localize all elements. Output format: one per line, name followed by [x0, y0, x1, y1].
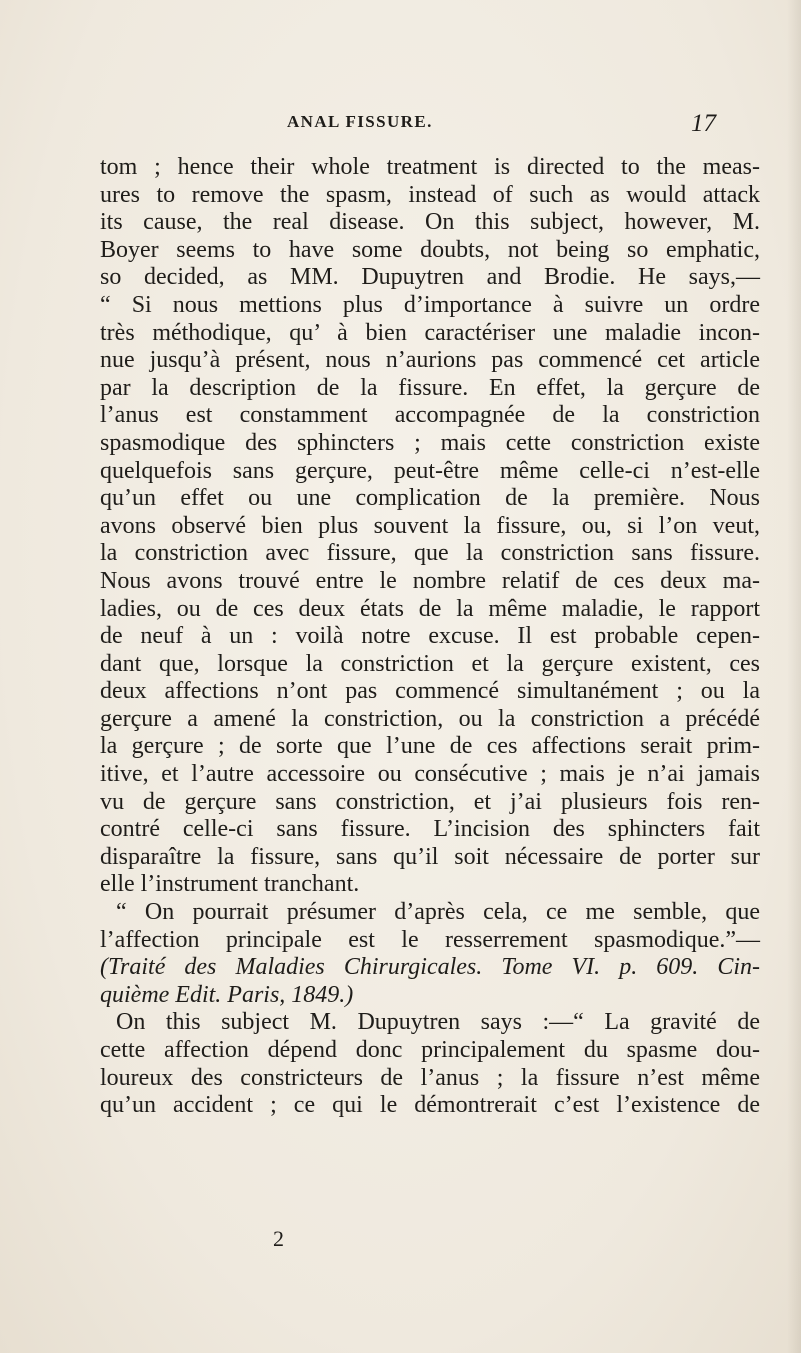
text-line: so decided, as MM. Dupuytren and Brodie. He says,— — [100, 264, 760, 291]
text-line: deux affections n’ont pas commencé simultanément ; ou la — [100, 678, 760, 705]
citation-line: quième Edit. Paris, 1849.) — [100, 981, 354, 1008]
text-line: tom ; hence their whole treatment is directed to the meas- — [100, 154, 760, 180]
text-line: its cause, the real disease. On this subject, however, M. — [100, 209, 760, 236]
text-line: Boyer seems to have some doubts, not being so emphatic, — [100, 236, 760, 263]
text-line: de neuf à un : voilà notre excuse. Il est probable cepen- — [100, 623, 760, 650]
text-line: spasmodique des sphincters ; mais cette constriction existe — [100, 429, 760, 456]
page-header — [100, 112, 740, 142]
text-line: par la description de la fissure. En effet, la gerçure de — [100, 374, 760, 401]
text-line: dant que, lorsque la constriction et la gerçure existent, ces — [100, 650, 760, 677]
text-line: elle l’instrument tranchant. — [100, 871, 360, 898]
text-line: qu’un accident ; ce qui le démontrerait c’est l’existence de — [100, 1092, 760, 1119]
text-line: qu’un effet ou une complication de la première. Nous — [100, 485, 760, 512]
citation-line: (Traité des Maladies Chirurgicales. Tome VI. p. 609. Cin- — [100, 954, 760, 981]
text-line: quelquefois sans gerçure, peut-être même celle-ci n’est-elle — [100, 457, 760, 484]
text-line: l’anus est constamment accompagnée de la constriction — [100, 402, 760, 429]
text-line: itive, et l’autre accessoire ou consécutive ; mais je n’ai jamais — [100, 761, 760, 788]
text-line: la constriction avec fissure, que la constriction sans fissure. — [100, 540, 760, 567]
body-text — [100, 154, 760, 1120]
text-line: disparaître la fissure, sans qu’il soit nécessaire de porter sur — [100, 843, 760, 870]
text-line: Nous avons trouvé entre le nombre relatif de ces deux ma- — [100, 567, 760, 594]
text-line: très méthodique, qu’ à bien caractériser une maladie incon- — [100, 319, 760, 346]
text-line: avons observé bien plus souvent la fissure, ou, si l’on veut, — [100, 512, 760, 539]
text-line: contré celle-ci sans fissure. L’incision des sphincters fait — [100, 816, 760, 843]
running-head: ANAL FISSURE. — [287, 112, 433, 131]
text-line: nue jusqu’à présent, nous n’aurions pas commencé cet article — [100, 347, 760, 374]
text-line: ladies, ou de ces deux états de la même maladie, le rapport — [100, 595, 760, 622]
page-number: 17 — [691, 110, 716, 137]
text-line: On this subject M. Dupuytren says :—“ La gravité de — [116, 1009, 760, 1036]
text-line: cette affection dépend donc principalement du spasme dou- — [100, 1037, 760, 1063]
text-line: “ On pourrait présumer d’après cela, ce me semble, que — [116, 899, 760, 926]
signature-mark: 2 — [273, 1226, 284, 1251]
text-line: ures to remove the spasm, instead of such as would attack — [100, 181, 760, 208]
page-edge-shadow — [787, 0, 801, 1353]
text-line: l’affection principale est le resserrement spasmodique.”— — [100, 926, 760, 953]
text-line: vu de gerçure sans constriction, et j’ai plusieurs fois ren- — [100, 788, 760, 815]
text-line: loureux des constricteurs de l’anus ; la fissure n’est même — [100, 1064, 760, 1091]
text-line: gerçure a amené la constriction, ou la constriction a précédé — [100, 705, 760, 732]
text-line: la gerçure ; de sorte que l’une de ces affections serait prim- — [100, 733, 760, 760]
text-line: “ Si nous mettions plus d’importance à suivre un ordre — [100, 291, 760, 318]
